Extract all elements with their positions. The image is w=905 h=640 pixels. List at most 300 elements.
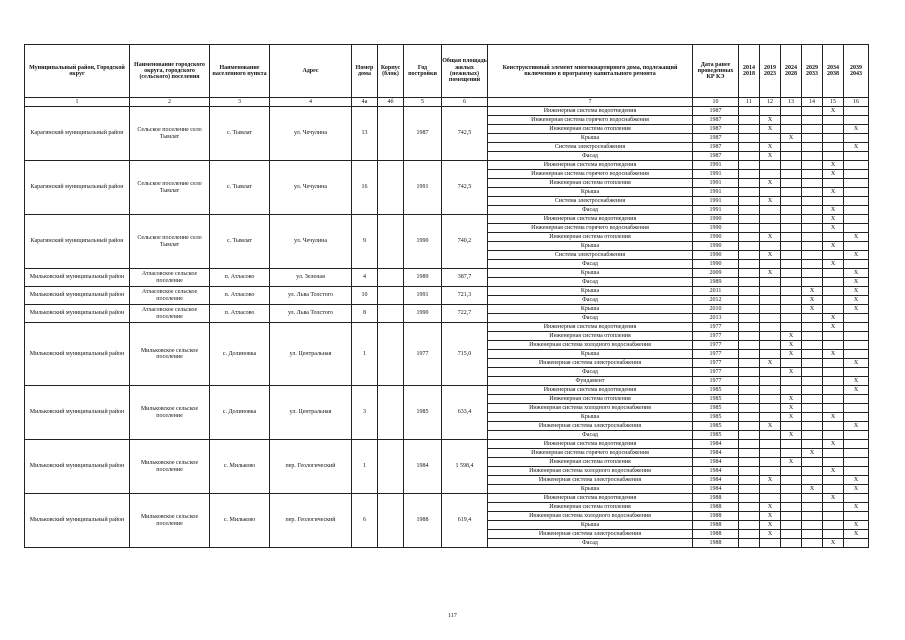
period-mark-cell bbox=[802, 458, 823, 467]
period-mark-cell bbox=[739, 368, 760, 377]
previous-repair-date-cell: 1977 bbox=[693, 368, 739, 377]
period-mark-cell bbox=[760, 305, 781, 314]
period-mark-cell: X bbox=[844, 359, 869, 368]
period-mark-cell bbox=[802, 377, 823, 386]
area-cell: 633,4 bbox=[442, 386, 488, 440]
element-name-cell: Инженерная система отопления bbox=[488, 332, 693, 341]
previous-repair-date-cell: 1987 bbox=[693, 152, 739, 161]
period-mark-cell bbox=[844, 494, 869, 503]
period-mark-cell: X bbox=[781, 413, 802, 422]
settlement-cell: Мильковское сельское поселение bbox=[130, 494, 210, 548]
period-mark-cell bbox=[739, 485, 760, 494]
period-mark-cell bbox=[802, 530, 823, 539]
period-mark-cell bbox=[760, 206, 781, 215]
period-mark-cell bbox=[802, 134, 823, 143]
period-mark-cell bbox=[823, 476, 844, 485]
period-mark-cell bbox=[823, 278, 844, 287]
period-mark-cell bbox=[802, 440, 823, 449]
period-mark-cell bbox=[739, 539, 760, 548]
previous-repair-date-cell: 1987 bbox=[693, 107, 739, 116]
area-cell: 619,4 bbox=[442, 494, 488, 548]
locality-cell: с. Тымлат bbox=[210, 161, 270, 215]
period-mark-cell bbox=[760, 170, 781, 179]
period-mark-cell: X bbox=[760, 152, 781, 161]
house-number-cell: 8 bbox=[352, 305, 378, 323]
period-mark-cell bbox=[760, 296, 781, 305]
district-cell: Карагинский муниципальный район bbox=[25, 161, 130, 215]
period-mark-cell bbox=[844, 323, 869, 332]
period-mark-cell bbox=[760, 278, 781, 287]
period-mark-cell: X bbox=[823, 215, 844, 224]
district-cell: Мильковский муниципальный район bbox=[25, 305, 130, 323]
period-mark-cell bbox=[760, 395, 781, 404]
table-row bbox=[25, 323, 869, 332]
settlement-cell: Мильковское сельское поселение bbox=[130, 386, 210, 440]
period-mark-cell bbox=[739, 206, 760, 215]
area-cell: 742,5 bbox=[442, 107, 488, 161]
period-mark-cell bbox=[823, 458, 844, 467]
period-mark-cell bbox=[760, 242, 781, 251]
period-mark-cell bbox=[781, 116, 802, 125]
period-mark-cell bbox=[739, 107, 760, 116]
period-mark-cell: X bbox=[760, 179, 781, 188]
period-mark-cell bbox=[781, 476, 802, 485]
period-mark-cell bbox=[802, 116, 823, 125]
period-mark-cell bbox=[844, 134, 869, 143]
column-header: Общая площадь жилых (нежилых) помещений bbox=[442, 45, 488, 98]
period-mark-cell: X bbox=[823, 413, 844, 422]
period-mark-cell bbox=[781, 296, 802, 305]
period-mark-cell bbox=[844, 458, 869, 467]
period-mark-cell bbox=[823, 269, 844, 278]
period-mark-cell: X bbox=[823, 260, 844, 269]
settlement-cell: Атласовское сельское поселение bbox=[130, 305, 210, 323]
period-mark-cell bbox=[760, 458, 781, 467]
period-mark-cell: X bbox=[760, 512, 781, 521]
element-name-cell: Крыша bbox=[488, 413, 693, 422]
locality-cell: п. Атласово bbox=[210, 287, 270, 305]
element-name-cell: Крыша bbox=[488, 242, 693, 251]
element-name-cell: Система электроснабжения bbox=[488, 143, 693, 152]
period-mark-cell bbox=[844, 449, 869, 458]
year-cell: 1989 bbox=[404, 269, 442, 287]
district-cell: Карагинский муниципальный район bbox=[25, 215, 130, 269]
period-mark-cell: X bbox=[802, 449, 823, 458]
element-name-cell: Инженерная система горячего водоснабжения bbox=[488, 224, 693, 233]
period-mark-cell: X bbox=[781, 350, 802, 359]
period-mark-cell: X bbox=[844, 377, 869, 386]
period-mark-cell: X bbox=[781, 368, 802, 377]
element-name-cell: Инженерная система отопления bbox=[488, 395, 693, 404]
element-name-cell: Фасад bbox=[488, 368, 693, 377]
block-cell bbox=[378, 269, 404, 287]
column-number: 5 bbox=[404, 98, 442, 107]
previous-repair-date-cell: 1990 bbox=[693, 260, 739, 269]
period-mark-cell: X bbox=[844, 476, 869, 485]
period-mark-cell bbox=[739, 251, 760, 260]
period-mark-cell: X bbox=[844, 278, 869, 287]
period-mark-cell bbox=[739, 269, 760, 278]
period-mark-cell bbox=[844, 431, 869, 440]
period-mark-cell bbox=[781, 512, 802, 521]
period-mark-cell bbox=[802, 125, 823, 134]
street-cell: ул. Центральная bbox=[270, 386, 352, 440]
element-name-cell: Инженерная система водоотведения bbox=[488, 215, 693, 224]
element-name-cell: Инженерная система водоотведения bbox=[488, 440, 693, 449]
period-mark-cell: X bbox=[760, 116, 781, 125]
previous-repair-date-cell: 1988 bbox=[693, 512, 739, 521]
period-mark-cell bbox=[844, 170, 869, 179]
period-mark-cell bbox=[823, 296, 844, 305]
year-cell: 1987 bbox=[404, 107, 442, 161]
block-cell bbox=[378, 287, 404, 305]
table-row bbox=[25, 269, 869, 278]
period-mark-cell bbox=[802, 179, 823, 188]
period-mark-cell: X bbox=[781, 431, 802, 440]
year-cell: 1991 bbox=[404, 287, 442, 305]
period-mark-cell: X bbox=[802, 485, 823, 494]
period-mark-cell bbox=[760, 467, 781, 476]
previous-repair-date-cell: 1990 bbox=[693, 224, 739, 233]
period-mark-cell: X bbox=[781, 341, 802, 350]
period-mark-cell bbox=[844, 179, 869, 188]
period-mark-cell bbox=[802, 143, 823, 152]
period-mark-cell bbox=[781, 530, 802, 539]
period-mark-cell bbox=[781, 242, 802, 251]
previous-repair-date-cell: 1991 bbox=[693, 170, 739, 179]
period-mark-cell: X bbox=[823, 323, 844, 332]
period-mark-cell bbox=[802, 386, 823, 395]
house-number-cell: 1 bbox=[352, 440, 378, 494]
period-mark-cell bbox=[760, 386, 781, 395]
table-row bbox=[25, 215, 869, 224]
period-mark-cell bbox=[802, 107, 823, 116]
period-mark-cell bbox=[739, 314, 760, 323]
period-mark-cell: X bbox=[760, 125, 781, 134]
period-mark-cell bbox=[823, 431, 844, 440]
period-mark-cell: X bbox=[844, 143, 869, 152]
period-mark-cell: X bbox=[844, 422, 869, 431]
element-name-cell: Инженерная система отопления bbox=[488, 125, 693, 134]
previous-repair-date-cell: 1990 bbox=[693, 242, 739, 251]
block-cell bbox=[378, 107, 404, 161]
previous-repair-date-cell: 1990 bbox=[693, 215, 739, 224]
period-mark-cell bbox=[781, 521, 802, 530]
period-mark-cell bbox=[739, 440, 760, 449]
locality-cell: п. Атласово bbox=[210, 269, 270, 287]
period-mark-cell bbox=[823, 125, 844, 134]
block-cell bbox=[378, 161, 404, 215]
period-mark-cell bbox=[739, 152, 760, 161]
period-mark-cell bbox=[823, 179, 844, 188]
period-mark-cell bbox=[802, 521, 823, 530]
previous-repair-date-cell: 1991 bbox=[693, 188, 739, 197]
period-mark-cell bbox=[781, 152, 802, 161]
element-name-cell: Инженерная система водоотведения bbox=[488, 323, 693, 332]
locality-cell: с. Мильково bbox=[210, 494, 270, 548]
period-mark-cell bbox=[739, 350, 760, 359]
previous-repair-date-cell: 1990 bbox=[693, 251, 739, 260]
period-mark-cell bbox=[781, 278, 802, 287]
column-number: 11 bbox=[739, 98, 760, 107]
element-name-cell: Инженерная система отопления bbox=[488, 503, 693, 512]
period-mark-cell bbox=[760, 332, 781, 341]
area-cell: 721,3 bbox=[442, 287, 488, 305]
period-mark-cell bbox=[823, 422, 844, 431]
period-mark-cell bbox=[781, 386, 802, 395]
district-cell: Мильковский муниципальный район bbox=[25, 287, 130, 305]
column-header: Номер дома bbox=[352, 45, 378, 98]
house-number-cell: 6 bbox=[352, 494, 378, 548]
period-mark-cell: X bbox=[781, 395, 802, 404]
period-mark-cell bbox=[781, 314, 802, 323]
period-mark-cell bbox=[739, 116, 760, 125]
period-mark-cell bbox=[739, 476, 760, 485]
period-mark-cell: X bbox=[802, 305, 823, 314]
period-mark-cell bbox=[802, 359, 823, 368]
period-mark-cell bbox=[844, 512, 869, 521]
period-mark-cell bbox=[844, 224, 869, 233]
period-mark-cell bbox=[760, 494, 781, 503]
block-cell bbox=[378, 323, 404, 386]
period-mark-cell: X bbox=[844, 296, 869, 305]
period-mark-cell: X bbox=[844, 269, 869, 278]
locality-cell: с. Тымлат bbox=[210, 107, 270, 161]
period-mark-cell bbox=[823, 233, 844, 242]
area-cell: 715,0 bbox=[442, 323, 488, 386]
period-mark-cell bbox=[739, 161, 760, 170]
period-mark-cell bbox=[802, 197, 823, 206]
period-mark-cell bbox=[844, 161, 869, 170]
period-mark-cell: X bbox=[802, 296, 823, 305]
block-cell bbox=[378, 494, 404, 548]
period-mark-cell bbox=[739, 449, 760, 458]
period-mark-cell bbox=[844, 350, 869, 359]
period-mark-cell bbox=[802, 476, 823, 485]
previous-repair-date-cell: 2013 bbox=[693, 314, 739, 323]
period-mark-cell bbox=[823, 197, 844, 206]
period-mark-cell bbox=[844, 395, 869, 404]
period-mark-cell bbox=[781, 485, 802, 494]
period-mark-cell bbox=[844, 242, 869, 251]
previous-repair-date-cell: 1977 bbox=[693, 332, 739, 341]
period-mark-cell: X bbox=[823, 440, 844, 449]
district-cell: Мильковский муниципальный район bbox=[25, 386, 130, 440]
previous-repair-date-cell: 1984 bbox=[693, 485, 739, 494]
element-name-cell: Фасад bbox=[488, 278, 693, 287]
street-cell: ул. Льва Толстого bbox=[270, 305, 352, 323]
period-mark-cell: X bbox=[781, 458, 802, 467]
settlement-cell: Атласовское сельское поселение bbox=[130, 287, 210, 305]
period-mark-cell bbox=[802, 350, 823, 359]
period-mark-cell bbox=[781, 206, 802, 215]
period-mark-cell bbox=[760, 449, 781, 458]
column-number: 3 bbox=[210, 98, 270, 107]
previous-repair-date-cell: 1984 bbox=[693, 476, 739, 485]
period-mark-cell bbox=[844, 206, 869, 215]
period-mark-cell: X bbox=[844, 386, 869, 395]
street-cell: ул. Центральная bbox=[270, 323, 352, 386]
period-mark-cell bbox=[802, 413, 823, 422]
period-mark-cell bbox=[739, 386, 760, 395]
element-name-cell: Инженерная система горячего водоснабжения bbox=[488, 116, 693, 125]
previous-repair-date-cell: 1991 bbox=[693, 179, 739, 188]
column-header: Конструктивный элемент многоквартирного дома, подлежащий включению в программу капитального ремонта bbox=[488, 45, 693, 98]
area-cell: 387,7 bbox=[442, 269, 488, 287]
period-mark-cell bbox=[739, 287, 760, 296]
period-mark-cell bbox=[739, 278, 760, 287]
element-name-cell: Система электроснабжения bbox=[488, 251, 693, 260]
period-mark-cell bbox=[781, 224, 802, 233]
period-mark-cell bbox=[781, 251, 802, 260]
street-cell: ул. Льва Толстого bbox=[270, 287, 352, 305]
table-row bbox=[25, 305, 869, 314]
period-mark-cell bbox=[739, 377, 760, 386]
period-mark-cell: X bbox=[844, 125, 869, 134]
element-name-cell: Инженерная система отопления bbox=[488, 233, 693, 242]
year-cell: 1988 bbox=[404, 494, 442, 548]
previous-repair-date-cell: 1977 bbox=[693, 341, 739, 350]
previous-repair-date-cell: 1977 bbox=[693, 350, 739, 359]
period-mark-cell bbox=[739, 170, 760, 179]
period-mark-cell bbox=[781, 197, 802, 206]
period-mark-cell bbox=[781, 503, 802, 512]
period-mark-cell bbox=[739, 494, 760, 503]
column-header: 2039 2043 bbox=[844, 45, 869, 98]
previous-repair-date-cell: 1991 bbox=[693, 197, 739, 206]
period-mark-cell bbox=[781, 188, 802, 197]
period-mark-cell bbox=[781, 359, 802, 368]
column-number: 15 bbox=[823, 98, 844, 107]
element-name-cell: Фасад bbox=[488, 296, 693, 305]
period-mark-cell bbox=[739, 215, 760, 224]
previous-repair-date-cell: 1987 bbox=[693, 134, 739, 143]
locality-cell: с. Мильково bbox=[210, 440, 270, 494]
period-mark-cell: X bbox=[823, 314, 844, 323]
period-mark-cell: X bbox=[760, 503, 781, 512]
table-row bbox=[25, 440, 869, 449]
period-mark-cell: X bbox=[760, 143, 781, 152]
period-mark-cell bbox=[802, 170, 823, 179]
element-name-cell: Инженерная система водоотведения bbox=[488, 161, 693, 170]
period-mark-cell bbox=[802, 404, 823, 413]
period-mark-cell bbox=[823, 368, 844, 377]
period-mark-cell: X bbox=[760, 197, 781, 206]
period-mark-cell bbox=[760, 440, 781, 449]
previous-repair-date-cell: 1985 bbox=[693, 431, 739, 440]
period-mark-cell bbox=[781, 422, 802, 431]
element-name-cell: Фасад bbox=[488, 206, 693, 215]
settlement-cell: Сельское поселение село Тымлат bbox=[130, 161, 210, 215]
street-cell: пер. Геологический bbox=[270, 494, 352, 548]
element-name-cell: Инженерная система холодного водоснабжения bbox=[488, 512, 693, 521]
period-mark-cell bbox=[781, 170, 802, 179]
period-mark-cell bbox=[739, 179, 760, 188]
period-mark-cell bbox=[844, 215, 869, 224]
period-mark-cell bbox=[739, 431, 760, 440]
period-mark-cell bbox=[760, 431, 781, 440]
element-name-cell: Инженерная система электроснабжения bbox=[488, 359, 693, 368]
element-name-cell: Фасад bbox=[488, 431, 693, 440]
column-header: Муниципальный район, Городской округ bbox=[25, 45, 130, 98]
period-mark-cell bbox=[802, 494, 823, 503]
period-mark-cell bbox=[844, 539, 869, 548]
element-name-cell: Инженерная система электроснабжения bbox=[488, 530, 693, 539]
period-mark-cell: X bbox=[844, 521, 869, 530]
area-cell: 722,7 bbox=[442, 305, 488, 323]
period-mark-cell: X bbox=[760, 521, 781, 530]
period-mark-cell bbox=[823, 359, 844, 368]
period-mark-cell bbox=[802, 224, 823, 233]
element-name-cell: Инженерная система отопления bbox=[488, 179, 693, 188]
period-mark-cell bbox=[739, 503, 760, 512]
period-mark-cell bbox=[802, 332, 823, 341]
period-mark-cell: X bbox=[844, 530, 869, 539]
house-number-cell: 4 bbox=[352, 269, 378, 287]
element-name-cell: Система электроснабжения bbox=[488, 197, 693, 206]
period-mark-cell bbox=[802, 539, 823, 548]
column-header: Наименование населенного пункта bbox=[210, 45, 270, 98]
district-cell: Мильковский муниципальный район bbox=[25, 323, 130, 386]
period-mark-cell bbox=[823, 341, 844, 350]
district-cell: Мильковский муниципальный район bbox=[25, 494, 130, 548]
column-number: 13 bbox=[781, 98, 802, 107]
district-cell: Карагинский муниципальный район bbox=[25, 107, 130, 161]
period-mark-cell bbox=[739, 134, 760, 143]
period-mark-cell bbox=[802, 269, 823, 278]
street-cell: ул. Зеленая bbox=[270, 269, 352, 287]
element-name-cell: Фасад bbox=[488, 539, 693, 548]
period-mark-cell bbox=[802, 431, 823, 440]
period-mark-cell bbox=[739, 305, 760, 314]
year-cell: 1990 bbox=[404, 305, 442, 323]
period-mark-cell bbox=[802, 395, 823, 404]
period-mark-cell bbox=[781, 494, 802, 503]
element-name-cell: Инженерная система горячего водоснабжения bbox=[488, 449, 693, 458]
period-mark-cell bbox=[760, 224, 781, 233]
element-name-cell: Крыша bbox=[488, 350, 693, 359]
period-mark-cell bbox=[844, 107, 869, 116]
period-mark-cell: X bbox=[844, 287, 869, 296]
period-mark-cell: X bbox=[823, 224, 844, 233]
period-mark-cell bbox=[739, 224, 760, 233]
period-mark-cell bbox=[760, 287, 781, 296]
period-mark-cell bbox=[823, 116, 844, 125]
capital-repair-table bbox=[24, 44, 869, 548]
column-header: Наименование городского округа, городского (сельского) поселения bbox=[130, 45, 210, 98]
period-mark-cell bbox=[781, 305, 802, 314]
period-mark-cell bbox=[739, 188, 760, 197]
house-number-cell: 3 bbox=[352, 386, 378, 440]
period-mark-cell bbox=[802, 467, 823, 476]
period-mark-cell bbox=[823, 449, 844, 458]
period-mark-cell bbox=[781, 440, 802, 449]
period-mark-cell bbox=[781, 377, 802, 386]
block-cell bbox=[378, 440, 404, 494]
period-mark-cell: X bbox=[823, 350, 844, 359]
period-mark-cell bbox=[844, 368, 869, 377]
period-mark-cell bbox=[760, 404, 781, 413]
period-mark-cell bbox=[802, 233, 823, 242]
period-mark-cell bbox=[760, 134, 781, 143]
period-mark-cell bbox=[781, 215, 802, 224]
period-mark-cell: X bbox=[760, 476, 781, 485]
block-cell bbox=[378, 305, 404, 323]
period-mark-cell: X bbox=[781, 332, 802, 341]
period-mark-cell bbox=[781, 323, 802, 332]
period-mark-cell bbox=[844, 260, 869, 269]
period-mark-cell: X bbox=[802, 287, 823, 296]
